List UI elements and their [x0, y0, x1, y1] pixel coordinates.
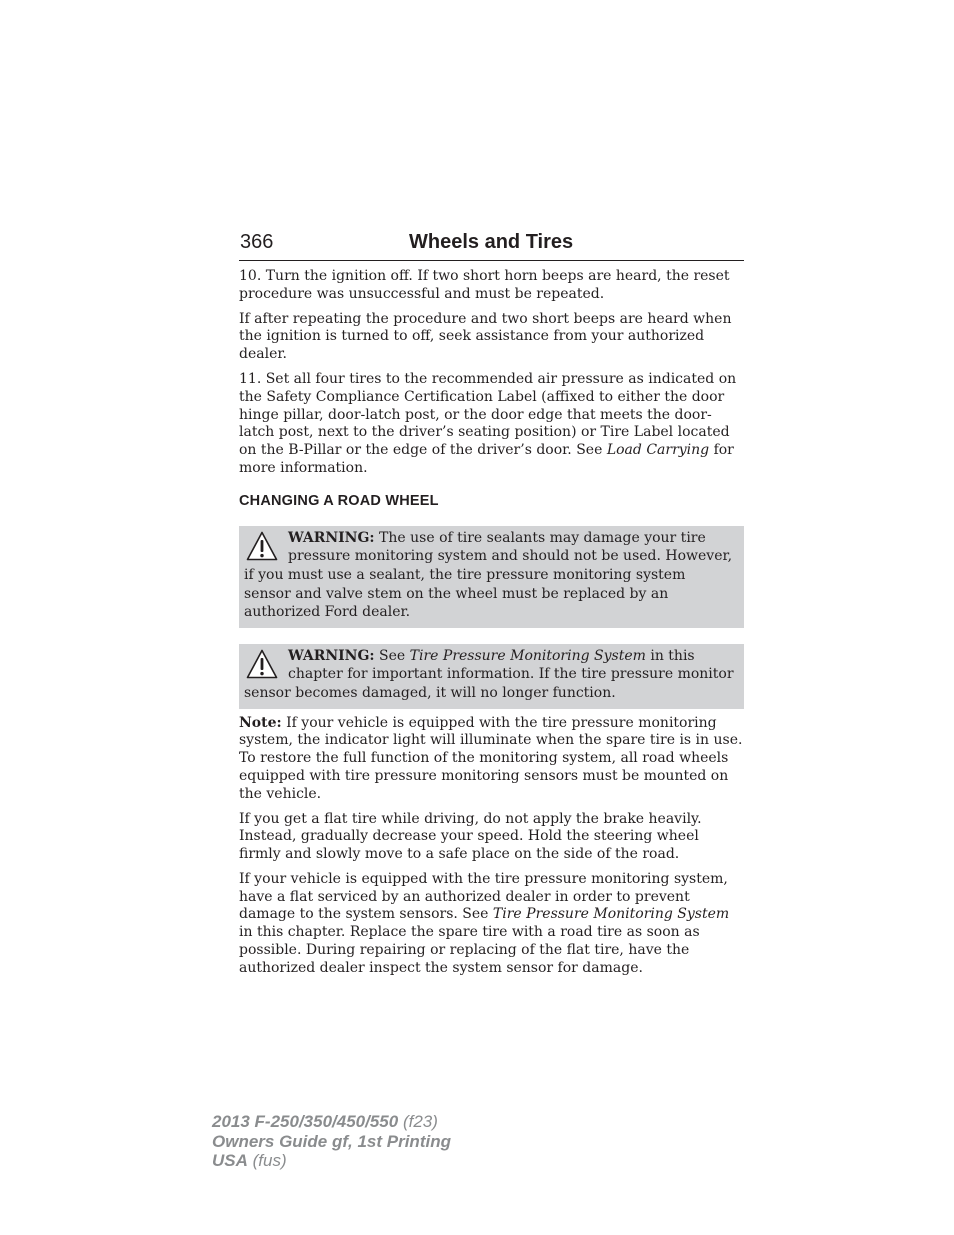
footer-line-region [212, 1151, 451, 1171]
footer-region: USA [212, 1151, 248, 1170]
footer-line-guide [212, 1132, 451, 1152]
note-text: If your vehicle is equipped with the tire pressure monitoring system, the indicator light will illuminate when the spare tire is in use. To restore the full function of the monitoring system, all road wheels equipped with tire pressure monitoring sensors must be mounted on the vehicle. [239, 714, 743, 802]
warning-text [244, 647, 736, 703]
step-10-paragraph: 10. Turn the ignition off. If two short horn beeps are heard, the reset procedure was unsuccessful and must be repeated. [239, 268, 730, 302]
tpms-text: If your vehicle is equipped with the tire pressure monitoring system, have a flat serviced by an authorized dealer in order to prevent damage to the system sensors. See [239, 870, 728, 923]
load-carrying-link[interactable]: Load Carrying [606, 442, 710, 459]
footer-line-model [212, 1112, 451, 1132]
section-heading: CHANGING A ROAD WHEEL [239, 492, 439, 509]
footer-region-code: (fus) [247, 1151, 287, 1170]
footer-guide: Owners Guide gf, 1st Printing [212, 1131, 451, 1151]
tpms-text-end: in this chapter. Replace the spare tire with a road tire as soon as possible. During repairing or replacing of the flat tire, have the authorized dealer inspect the system sensor for damage. [239, 924, 700, 976]
warning-triangle-icon [246, 531, 278, 561]
page-content [239, 268, 744, 985]
page-header [239, 228, 744, 261]
warning-body: See [374, 647, 410, 664]
repeat-procedure-paragraph: If after repeating the procedure and two short beeps are heard when the ignition is turned to off, seek assistance from your authorized dealer. [239, 310, 732, 363]
page-footer [212, 1112, 451, 1171]
warning-body-end: in this chapter for important information. If the tire pressure monitor sensor becomes damaged, it will no longer function. [244, 647, 734, 701]
note-label: Note: [239, 714, 282, 731]
warning-label: WARNING: [288, 529, 375, 546]
step-11-text-end: for more information. [239, 442, 734, 476]
warning-box-sealants [239, 526, 744, 628]
step-11-paragraph [239, 371, 744, 478]
tpms-link[interactable]: Tire Pressure Monitoring System [492, 906, 730, 923]
tpms-link[interactable]: Tire Pressure Monitoring System [409, 647, 646, 664]
flat-tire-paragraph: If you get a flat tire while driving, do not apply the brake heavily. Instead, gradually decrease your speed. Hold the steering wheel firmly and slowly move to a safe place on the side of the road. [239, 810, 702, 863]
warning-label: WARNING: [288, 647, 375, 664]
warning-body: The use of tire sealants may damage your tire pressure monitoring system and should not be used. However, if you must use a sealant, the tire pressure monitoring system sensor and valve stem on the wheel must be replaced by an authorized Ford dealer. [244, 529, 733, 621]
page-title: Wheels and Tires [409, 231, 574, 253]
warning-box-tpms [239, 644, 744, 709]
tpms-paragraph [239, 871, 744, 978]
footer-model-code: (f23) [398, 1112, 438, 1131]
page-number: 366 [240, 231, 274, 253]
footer-model: 2013 F-250/350/450/550 [212, 1112, 399, 1131]
warning-text [244, 529, 736, 622]
note-paragraph [239, 715, 744, 804]
step-11-text: 11. Set all four tires to the recommended air pressure as indicated on the Safety Compliance Certification Label (affixed to either the door hinge pillar, door-latch post, or the door edge that meets the door-latch post, next to the driver’s seating position) or Tire Label located on the B-Pillar or the edge of the driver’s door. See [239, 370, 737, 459]
warning-triangle-icon [246, 649, 278, 679]
